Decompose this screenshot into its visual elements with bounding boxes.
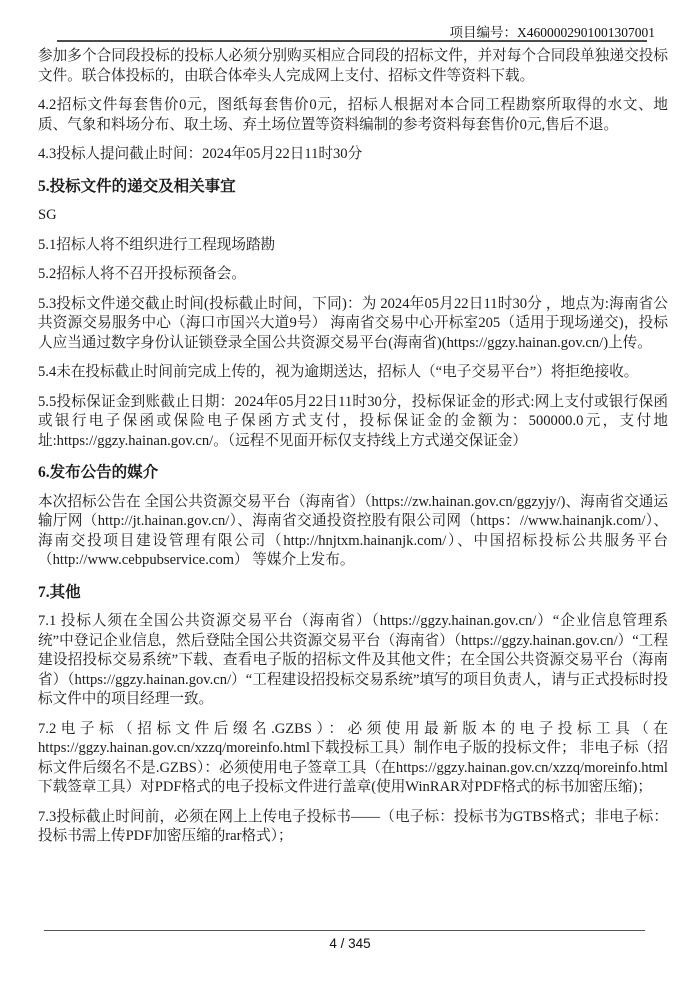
paragraph: SG	[38, 207, 57, 223]
paragraph: 参加多个合同段投标的投标人必须分别购买相应合同段的招标文件，并对每个合同段单独递交投标文件。联合体投标的，由联合体牵头人完成网上支付、招标文件等资料下载。	[38, 48, 668, 84]
paragraph: 本次招标公告在 全国公共资源交易平台（海南省）（https://zw.hainan.gov.cn/ggzyjy/)、海南省交通运输厅网（http://jt.hainan.gov.cn/）、海南省交通投资控股有限公司网（https：//www.hainanjk.com/）、海南交投项目建设管理有限公司（http://hnjtxm.hainanjk.com/）、中国招标投标公共服务平台（http://www.cebpubservice.com） 等媒介上发布。	[38, 493, 668, 568]
paragraph: 5.4未在投标截止时间前完成上传的，视为逾期送达，招标人（“电子交易平台”）将拒绝接收。	[38, 364, 639, 380]
paragraph: 5.1招标人将不组织进行工程现场踏勘	[38, 236, 276, 253]
paragraph: 5.3投标文件递交截止时间(投标截止时间，下同)：为 2024年05月22日11时30分 ，地点为:海南省公共资源交易服务中心（海口市国兴大道9号） 海南省交易中心开标室205（适用于现场递交)，投标人应当通过数字身份认证锁登录全国公共资源交易平台(海南省)(https://ggzy.hainan.gov.cn/)上传。	[38, 295, 668, 351]
header-divider	[57, 40, 647, 42]
paragraph: 5.5投标保证金到账截止日期：2024年05月22日11时30分，投标保证金的形式:网上支付或银行保函或银行电子保函或保险电子保函方式支付，投标保证金的金额为：500000.0元，支付地址:https://ggzy.hainan.gov.cn/。（远程不见面开标仅支持线上方式递交保证金）	[38, 393, 668, 449]
paragraph: 4.3投标人提问截止时间：2024年05月22日11时30分	[38, 146, 363, 162]
paragraph: 7.1 投标人须在全国公共资源交易平台（海南省）（https://ggzy.hainan.gov.cn/）“企业信息管理系统”中登记企业信息，然后登陆全国公共资源交易平台（海南省）（https://ggzy.hainan.gov.cn/）“工程建设招投标交易系统”下载、查看电子版的招标文件及其他文件；在全国公共资源交易平台（海南省）（https://ggzy.hainan.gov.cn/）“工程建设招投标交易系统”填写的项目负责人，请与正式投标时投标文件中的项目经理一致。	[38, 613, 668, 707]
page-number: 4 / 345	[329, 936, 371, 951]
section-heading: 6.发布公告的媒介	[38, 464, 159, 481]
section-heading: 5.投标文件的递交及相关事宜	[38, 177, 236, 195]
footer-divider	[44, 930, 645, 931]
paragraph: 7.2电子标（招标文件后缀名.GZBS）：必须使用最新版本的电子投标工具（在https://ggzy.hainan.gov.cn/xzzq/moreinfo.html下载投标工具）制作电子版的投标文件； 非电子标（招标文件后缀名不是.GZBS）：必须使用电子签章工具（在https://ggzy.hainan.gov.cn/xzzq/moreinfo.html下载签章工具）对PDF格式的电子投标文件进行盖章(使用WinRAR对PDF格式的标书加密压缩)；	[38, 720, 668, 795]
paragraph: 7.3投标截止时间前，必须在网上上传电子投标书——（电子标：投标书为GTBS格式；非电子标：投标书需上传PDF加密压缩的rar格式）；	[38, 808, 668, 844]
project-number-value: X4600002901001307001	[517, 25, 655, 40]
paragraph: 4.2招标文件每套售价0元，图纸每套售价0元，招标人根据对本合同工程勘察所取得的水文、地质、气象和料场分布、取土场、弃土场位置等资料编制的参考资料每套售价0元,售后不退。	[38, 97, 668, 133]
page-header	[450, 21, 656, 41]
project-number-label: 项目编号：	[449, 25, 517, 40]
paragraph: 5.2招标人将不召开投标预备会。	[38, 266, 246, 282]
document-body	[38, 47, 668, 857]
section-heading: 7.其他	[38, 583, 81, 601]
